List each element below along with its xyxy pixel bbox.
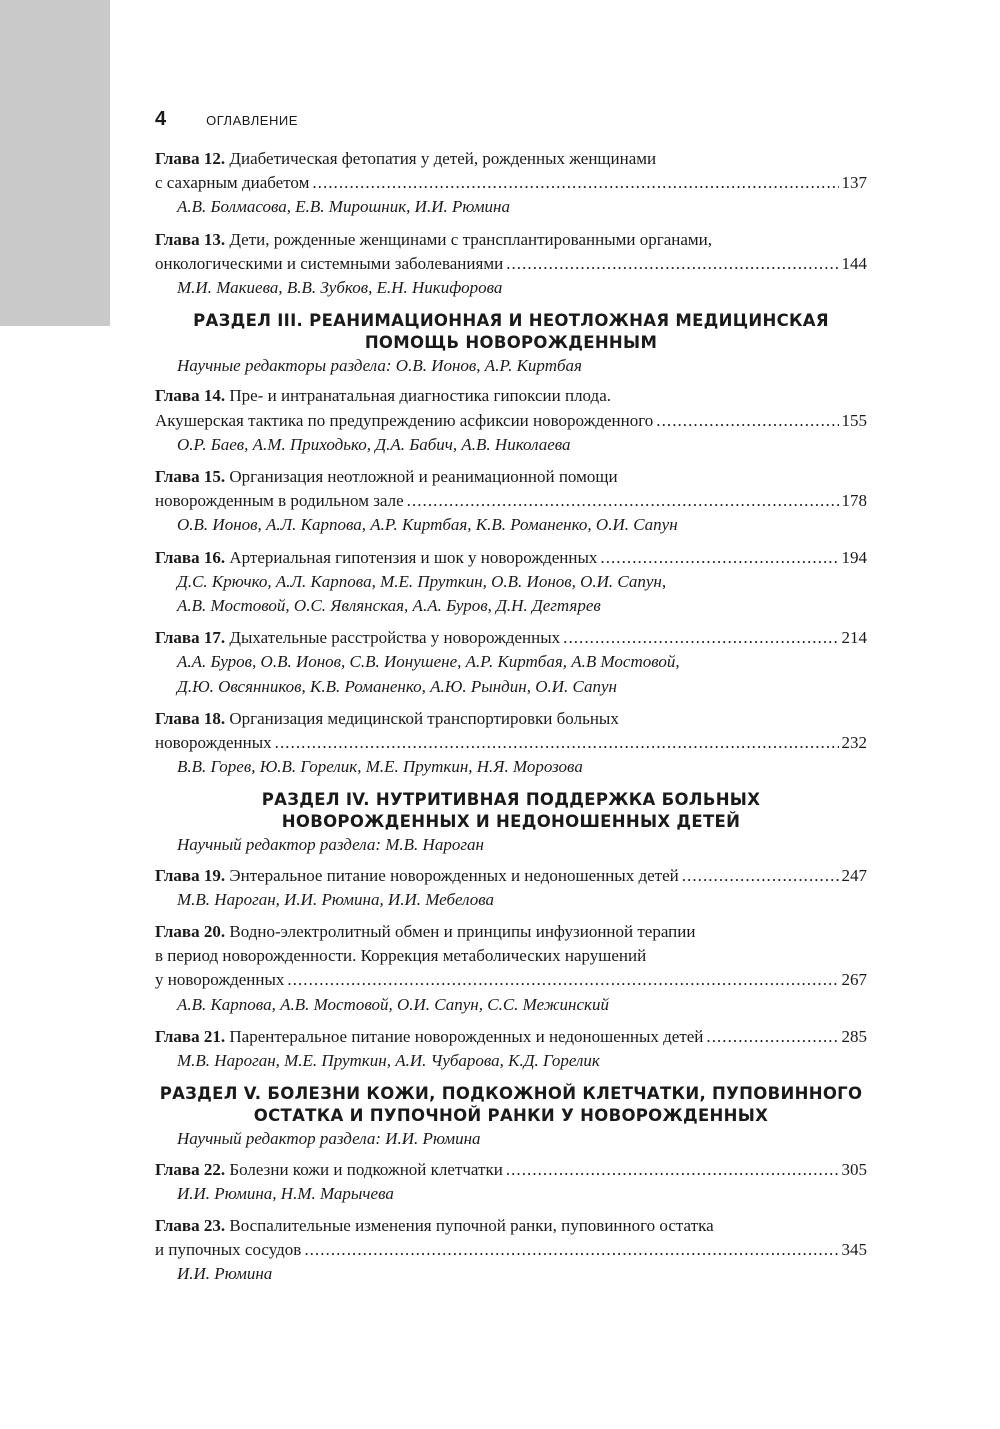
chapter-title: Водно-электролитный обмен и принципы инфузионной терапии [229, 922, 696, 942]
leader-dots [275, 731, 839, 755]
section-title-cont: ПОМОЩЬ НОВОРОЖДЕННЫМ [364, 333, 658, 353]
page-number: 4 [155, 108, 167, 130]
toc-chapter-17[interactable] [155, 626, 867, 699]
toc-chapter-22[interactable] [155, 1158, 867, 1206]
chapter-authors-cont: А.В. Мостовой, О.С. Являнская, А.А. Буров, Д.Н. Дегтярев [177, 596, 601, 616]
section-title: РАЗДЕЛ V. БОЛЕЗНИ КОЖИ, ПОДКОЖНОЙ КЛЕТЧАТКИ, ПУПОВИННОГО [159, 1084, 863, 1104]
chapter-title: Организация неотложной и реанимационной помощи [229, 467, 618, 487]
toc-section-3 [155, 310, 867, 378]
page-ref: 178 [841, 491, 867, 511]
page-ref: 345 [841, 1240, 867, 1260]
chapter-title: Пре- и интранатальная диагностика гипоксии плода. [229, 386, 612, 406]
toc-chapter-19[interactable] [155, 864, 867, 912]
chapter-label: Глава 18. [155, 708, 226, 728]
page-edge-bar [0, 0, 110, 326]
chapter-label: Глава 16. [155, 547, 226, 567]
toc-chapter-15[interactable] [155, 465, 867, 538]
toc-chapter-16[interactable] [155, 546, 867, 619]
page-ref: 305 [841, 1159, 867, 1179]
leader-dots [706, 1025, 838, 1049]
chapter-title: Организация медицинской транспортировки больных [229, 708, 619, 728]
chapter-label: Глава 15. [155, 467, 226, 487]
leader-dots [506, 252, 838, 276]
chapter-label: Глава 17. [155, 628, 226, 648]
leader-dots [563, 626, 838, 650]
toc-chapter-21[interactable] [155, 1025, 867, 1073]
chapter-title: Дети, рожденные женщинами с трансплантированными органами, [229, 229, 712, 249]
chapter-label: Глава 20. [155, 922, 226, 942]
leader-dots [600, 546, 838, 570]
chapter-title-cont: в период новорожденности. Коррекция метаболических нарушений [155, 946, 647, 966]
page-ref: 267 [841, 970, 867, 990]
chapter-title: Энтеральное питание новорожденных и недоношенных детей [229, 865, 679, 885]
chapter-authors: О.Р. Баев, А.М. Приходько, Д.А. Бабич, А.В. Николаева [177, 434, 571, 454]
chapter-title: Артериальная гипотензия и шок у новорожденных [229, 547, 598, 567]
chapter-label: Глава 21. [155, 1026, 226, 1046]
toc-chapter-23[interactable] [155, 1214, 867, 1287]
chapter-title: Воспалительные изменения пупочной ранки, пуповинного остатка [229, 1215, 714, 1235]
chapter-authors: А.А. Буров, О.В. Ионов, С.В. Ионушене, А.Р. Киртбая, А.В Мостовой, [177, 652, 680, 672]
section-editors: Научный редактор раздела: М.В. Нароган [177, 835, 484, 855]
chapter-authors: М.В. Нароган, М.Е. Пруткин, А.И. Чубарова, К.Д. Горелик [177, 1051, 600, 1071]
chapter-title: Болезни кожи и подкожной клетчатки [229, 1159, 503, 1179]
leader-dots [312, 171, 838, 195]
table-of-contents [155, 147, 867, 1295]
running-title: ОГЛАВЛЕНИЕ [206, 113, 298, 128]
page-ref: 137 [841, 173, 867, 193]
chapter-authors: И.И. Рюмина [177, 1264, 273, 1284]
chapter-authors: М.В. Нароган, И.И. Рюмина, И.И. Мебелова [177, 889, 495, 909]
section-title-cont: НОВОРОЖДЕННЫХ И НЕДОНОШЕННЫХ ДЕТЕЙ [281, 812, 741, 832]
section-editors: Научный редактор раздела: И.И. Рюмина [177, 1129, 481, 1149]
chapter-authors: М.И. Макиева, В.В. Зубков, Е.Н. Никифорова [177, 278, 503, 298]
section-title: РАЗДЕЛ IV. НУТРИТИВНАЯ ПОДДЕРЖКА БОЛЬНЫХ [261, 790, 761, 810]
page-ref: 285 [841, 1026, 867, 1046]
chapter-label: Глава 13. [155, 229, 226, 249]
chapter-authors: А.В. Карпова, А.В. Мостовой, О.И. Сапун, С.С. Межинский [177, 994, 609, 1014]
chapter-title-cont: у новорожденных [155, 970, 285, 990]
chapter-authors: А.В. Болмасова, Е.В. Мирошник, И.И. Рюмина [177, 197, 510, 217]
chapter-authors-cont: Д.Ю. Овсянников, К.В. Романенко, А.Ю. Рындин, О.И. Сапун [177, 676, 617, 696]
toc-chapter-12[interactable] [155, 147, 867, 220]
leader-dots [656, 409, 838, 433]
chapter-label: Глава 12. [155, 149, 226, 168]
section-editors: Научные редакторы раздела: О.В. Ионов, А.Р. Киртбая [177, 356, 582, 376]
toc-section-4 [155, 789, 867, 857]
toc-chapter-20[interactable] [155, 920, 867, 1017]
chapter-authors: О.В. Ионов, А.Л. Карпова, А.Р. Киртбая, К.В. Романенко, О.И. Сапун [177, 515, 678, 535]
chapter-authors: И.И. Рюмина, Н.М. Марычева [177, 1183, 394, 1203]
chapter-label: Глава 19. [155, 865, 226, 885]
chapter-title: Парентеральное питание новорожденных и недоношенных детей [229, 1026, 704, 1046]
page-ref: 232 [841, 733, 867, 753]
chapter-title-cont: новорожденных [155, 733, 272, 753]
toc-chapter-13[interactable] [155, 228, 867, 301]
page-ref: 155 [841, 410, 867, 430]
chapter-label: Глава 22. [155, 1159, 226, 1179]
chapter-label: Глава 14. [155, 386, 226, 406]
section-title-cont: ОСТАТКА И ПУПОЧНОЙ РАНКИ У НОВОРОЖДЕННЫХ [253, 1106, 769, 1126]
page-ref: 214 [841, 628, 867, 648]
chapter-title: Диабетическая фетопатия у детей, рожденных женщинами [229, 149, 657, 168]
leader-dots [407, 489, 839, 513]
toc-chapter-14[interactable] [155, 384, 867, 457]
page-ref: 144 [841, 253, 867, 273]
chapter-title: Дыхательные расстройства у новорожденных [229, 628, 561, 648]
section-title: РАЗДЕЛ III. РЕАНИМАЦИОННАЯ И НЕОТЛОЖНАЯ МЕДИЦИНСКАЯ [193, 311, 829, 331]
chapter-title-cont: с сахарным диабетом [155, 173, 310, 193]
leader-dots [287, 968, 838, 992]
page-ref: 247 [841, 865, 867, 885]
leader-dots [506, 1158, 839, 1182]
chapter-authors: В.В. Горев, Ю.В. Горелик, М.Е. Пруткин, Н.Я. Морозова [177, 757, 583, 777]
leader-dots [682, 864, 839, 888]
toc-section-5 [155, 1083, 867, 1151]
page-header [155, 108, 298, 132]
toc-chapter-18[interactable] [155, 707, 867, 780]
leader-dots [304, 1238, 838, 1262]
chapter-title-cont: новорожденным в родильном зале [155, 491, 404, 511]
chapter-title-cont: Акушерская тактика по предупреждению асфиксии новорожденного [155, 410, 654, 430]
page-ref: 194 [841, 547, 867, 567]
chapter-title-cont: онкологическими и системными заболеваниями [155, 253, 504, 273]
chapter-label: Глава 23. [155, 1215, 226, 1235]
chapter-authors: Д.С. Крючко, А.Л. Карпова, М.Е. Пруткин, О.В. Ионов, О.И. Сапун, [177, 571, 667, 591]
chapter-title-cont: и пупочных сосудов [155, 1240, 302, 1260]
